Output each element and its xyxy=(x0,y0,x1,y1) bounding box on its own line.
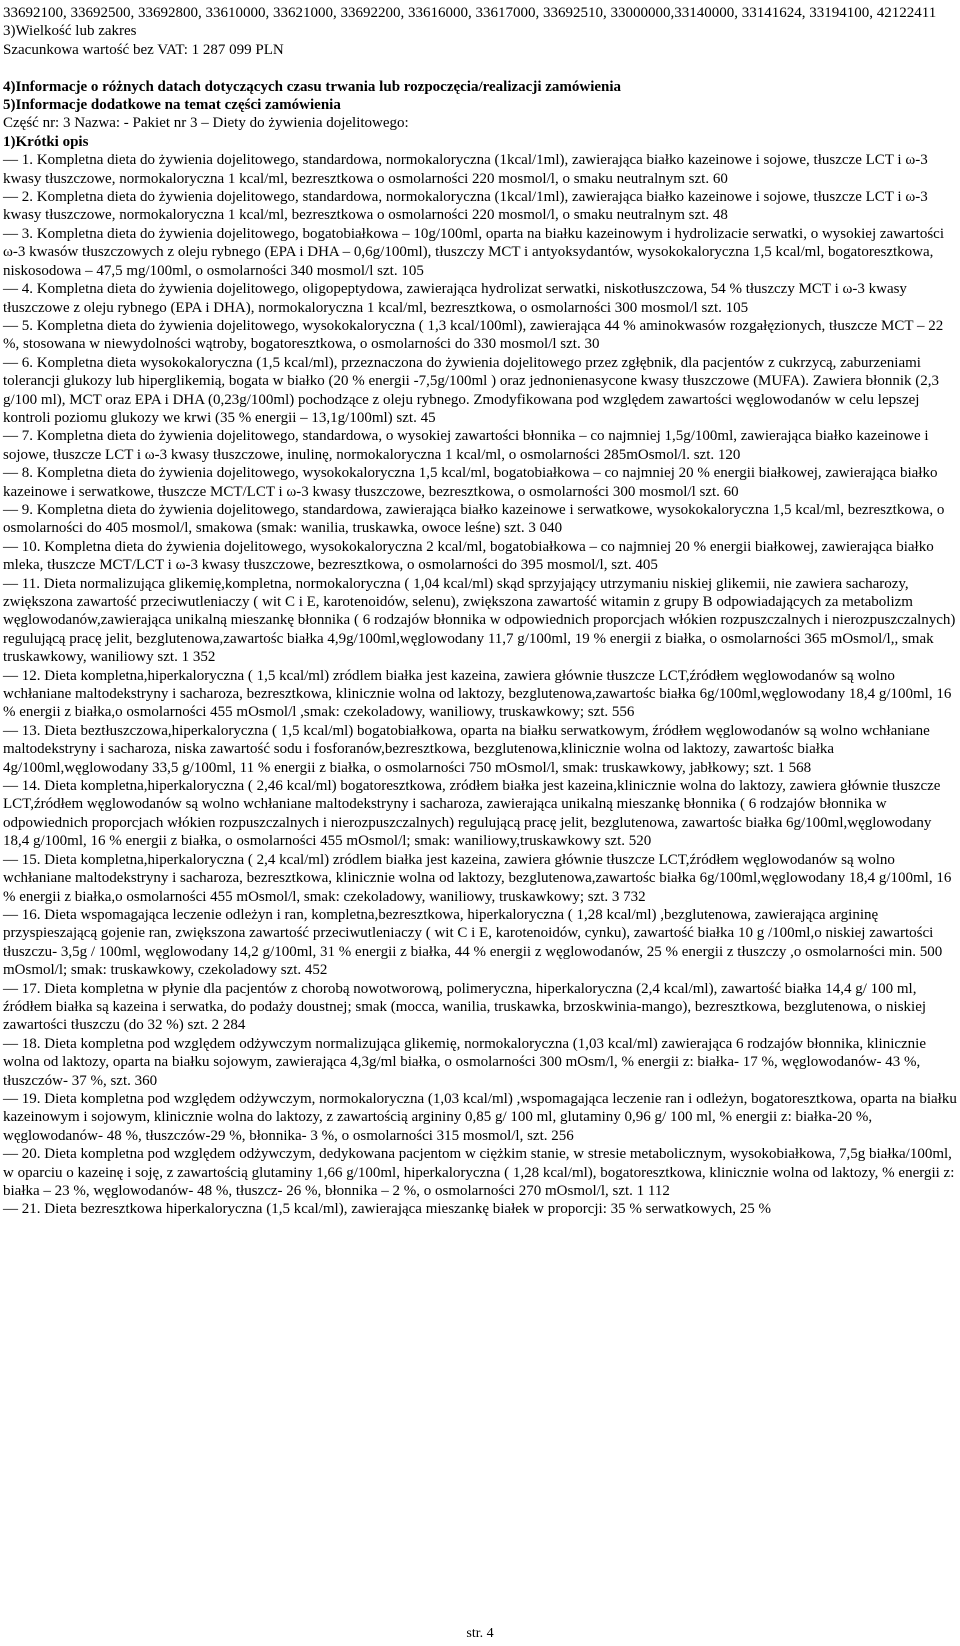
section-header-dates: 4)Informacje o różnych datach dotyczących czasu trwania lub rozpoczęcia/realizacji zamówienia xyxy=(3,78,622,95)
list-item: — 19. Dieta kompletna pod względem odżywczym, normokaloryczna (1,03 kcal/ml) ,wspomagająca leczenie ran i odleżyn, bogatoresztkowa, oparta na białku kazeinowym i sojowym, klinicznie wolna do laktozy, z zawartością argininy 0,85 g/ 100 ml, glutaminy 0,96 g/ 100 ml, % energii z: białka-20 %, węglowodanów- 48 %, tłuszczów-29 %, błonnika- 3 %, o osmolarności 315 mosmol/l, szt. 256 xyxy=(3,1090,957,1144)
list-item: — 12. Dieta kompletna,hiperkaloryczna ( 1,5 kcal/ml) zródlem białka jest kazeina, zawiera głównie tłuszcze LCT,źródłem węglowodanów są wolno wchłaniane maltodekstryny i sacharoza, bezresztkowa, klinicznie wolna od laktozy, bezglutenowa,zawartośc białka 6g/100ml,węglowodany 18,4 g/100ml, 16 % energii z białka,o osmolarności 455 mOsmol/l ,smak: czekoladowy, waniliowy, truskawkowy; szt. 556 xyxy=(3,667,952,721)
page-number: str. 4 xyxy=(466,1626,494,1641)
list-item: — 20. Dieta kompletna pod względem odżywczym, dedykowana pacjentom w ciężkim stanie, w stresie metabolicznym, wysokobiałkowa, 7,5g białka/100ml, w oparciu o kazeinę i soję, z zawartością glutaminy 1,66 g/100ml, hiperkaloryczna ( 1,28 kcal/ml), bogatoresztkowa, klinicznie wolna od laktozy, % energii z: białka – 23 %, węglowodanów- 48 %, tłuszcz- 26 %, błonnika – 2 %, o osmolarności 270 mOsmol/l, szt. 1 112 xyxy=(3,1146,955,1199)
part-line: Część nr: 3 Nazwa: - Pakiet nr 3 – Diety do żywienia dojelitowego: xyxy=(3,115,409,132)
list-item: — 21. Dieta bezresztkowa hiperkaloryczna (1,5 kcal/ml), zawierająca mieszankę białek w proporcji: 35 % serwatkowych, 25 % xyxy=(3,1201,772,1218)
blank-line xyxy=(3,59,960,77)
list-item: — 1. Kompletna dieta do żywienia dojelitowego, standardowa, normokaloryczna (1kcal/1ml), zawierająca białko kazeinowe i sojowe, tłuszcze LCT i ω-3 kwasy tłuszczowe, normokaloryczna 1 kcal/ml, bezresztkowa o osmolarności 220 mosmol/l, o smaku neutralnym szt. 60 xyxy=(3,152,928,187)
estimated-value: Szacunkowa wartość bez VAT: 1 287 099 PLN xyxy=(3,41,284,58)
list-item: — 9. Kompletna dieta do żywienia dojelitowego, standardowa, zawierająca białko kazeinowe i serwatkowe, wysokokaloryczna 1,5 kcal/ml, bezresztkowa, o osmolarności do 405 mosmol/l, smakowa (smak: wanilia, truskawka, owoce leśne) szt. 3 040 xyxy=(3,501,945,537)
list-item: — 10. Kompletna dieta do żywienia dojelitowego, wysokokaloryczna 2 kcal/ml, bogatobiałkowa – co najmniej 20 % energii białkowej, zawierająca białko mleka, tłuszcze MCT/LCT i ω-3 kwasy tłuszczowe, bezresztkowa, o osmolarności do 395 mosmol/l, szt. 405 xyxy=(3,538,934,574)
list-item: — 6. Kompletna dieta wysokokaloryczna (1,5 kcal/ml), przeznaczona do żywienia dojelitowego przez zgłębnik, dla pacjentów z cukrzycą, zaburzeniami tolerancji glukozy lub hiperglikemią, bogata w białko (20 % energii -7,5g/100ml ) oraz jednonienasycone kwasy tłuszczowe (MUFA). Zawiera błonnik (2,3 g/100 ml), MCT oraz EPA i DHA (0,23g/100ml) pochodzące z oleju rybnego. Zmodyfikowana pod względem zawartości węglowodanów w celu lepszej kontroli poziomu glukozy we krwi (35 % energii – 13,1g/100ml) szt. 45 xyxy=(3,354,939,426)
list-item: — 14. Dieta kompletna,hiperkaloryczna ( 2,46 kcal/ml) bogatoresztkowa, zródłem białka jest kazeina,klinicznie wolna do laktozy, zawiera głównie tłuszcze LCT,źródłem węglowodanów są wolno wchłaniane maltodekstryny i sacharoza, zawierająca unikalną mieszankę błonnika ( 6 rodzajów błonnika w odpowiednich proporcjach włókien rozpuszczalnych i nierozpuszczalnych) regulującą pracę jelit, bezglutenowa, zawartośc białka 6g/100ml,węglowodany 18,4 g/100ml, 16 % energii z białka, o osmolarności 455 mOsmol/l; smak: waniliowy,truskawkowy szt. 520 xyxy=(3,778,941,850)
short-description-label: 1)Krótki opis xyxy=(3,133,89,150)
list-item: — 11. Dieta normalizująca glikemię,kompletna, normokaloryczna ( 1,04 kcal/ml) skąd sprzyjający utrzymaniu niskiej glikemii, nie zawiera sacharozy, zwiększona zawartość przeciwutleniaczy ( wit C i E, karotenoidów, selenu), zwiększona zawartość witamin z grupy B odpowiadających za metabolizm węglowodanów,zawierająca unikalną mieszankę błonnika ( 6 rodzajów błonnika w odpowiednich proporcjach włókien rozpuszczalnych i nierozpuszczalnych) regulującą pracę jelit, bezglutenowa,zawartośc białka 4,9g/100ml,węglowodany 11,7 g/100ml, 19 % energii z białka, o osmolarności 365 mOsmol/l,, smak truskawkowy, waniliowy szt. 1 352 xyxy=(3,575,956,666)
list-item: — 4. Kompletna dieta do żywienia dojelitowego, oligopeptydowa, zawierająca hydrolizat serwatki, niskotłuszczowa, 54 % tłuszczy MCT i ω-3 kwasy tłuszczowe z oleju rybnego (EPA i DHA), normokaloryczna 1 kcal/ml, bezresztkowa, o osmolarności 300 mosmol/l szt. 105 xyxy=(3,281,907,316)
list-item: — 5. Kompletna dieta do żywienia dojelitowego, wysokokaloryczna ( 1,3 kcal/100ml), zawierająca 44 % aminokwasów rozgałęzionych, tłuszcze MCT – 22 %, stosowana w niewydolności wątroby, bogatoresztkowa, o osmolarności do 330 mosmol/l szt. 30 xyxy=(3,317,944,353)
list-item: — 8. Kompletna dieta do żywienia dojelitowego, wysokokaloryczna 1,5 kcal/ml, bogatobiałkowa – co najmniej 20 % energii białkowej, zawierająca białko kazeinowe i serwatkowe, tłuszcze MCT/LCT i ω-3 kwasy tłuszczowe, bezresztkowa, o osmolarności 300 mosmol/l szt. 60 xyxy=(3,465,938,500)
list-item: — 17. Dieta kompletna w płynie dla pacjentów z chorobą nowotworową, polimeryczna, hiperkaloryczna (2,4 kcal/ml), zawartość białka 14,4 g/ 100 ml, źródłem białka są kazeina i serwatka, do podaży doustnej; smak (mocca, wanilia, truskawka, brzoskwinia-mango), bezresztkowa, bezglutenowa, o niskiej zawartości tłuszczu (do 32 %) szt. 2 284 xyxy=(3,980,927,1034)
list-item: — 15. Dieta kompletna,hiperkaloryczna ( 2,4 kcal/ml) zródlem białka jest kazeina, zawiera głównie tłuszcze LCT,źródłem węglowodanów są wolno wchłaniane maltodekstryny i sacharoza, bezresztkowa, klinicznie wolna od laktozy, bezglutenowa,zawartośc białka 6g/100ml,węglowodany 18,4 g/100ml, 16 % energii z białka,o osmolarności 455 mOsmol/l, smak: czekoladowy, waniliowy, truskawkowy; szt. 3 732 xyxy=(3,851,952,905)
list-item: — 16. Dieta wspomagająca leczenie odleżyn i ran, kompletna,bezresztkowa, hiperkaloryczna ( 1,28 kcal/ml) ,bezglutenowa, zawierająca argininę przyspieszającą gojenie ran, zwiększona zawartość przeciwutleniaczy ( wit C i E, karotenoidów, cynku), zawartość białka 10 g /100ml,o niskiej zawartości tłuszczu- 3,5g / 100ml, węglowodany 14,2 g/100ml, 31 % energii z białka, 44 % energii z węglowodanów, 25 % energii z tłuszczy ,o osmolarności min. 500 mOsmol/l; smak: truskawkowy, czekoladowy szt. 452 xyxy=(3,906,943,979)
list-item: — 2. Kompletna dieta do żywienia dojelitowego, standardowa, normokaloryczna (1kcal/1ml), zawierająca białko kazeinowe i sojowe, tłuszcze LCT i ω-3 kwasy tłuszczowe, normokaloryczna 1 kcal/ml, bezresztkowa o osmolarności 220 mosmol/l, o smaku neutralnym szt. 48 xyxy=(3,189,928,224)
scope-label: 3)Wielkość lub zakres xyxy=(3,23,137,40)
list-item: — 18. Dieta kompletna pod względem odżywczym normalizująca glikemię, normokaloryczna (1,03 kcal/ml) zawierająca 6 rodzajów błonnika, klinicznie wolna od laktozy, oparta na białku sojowym, zawierająca 4,3g/ml białka, o osmolarności 300 mOsm/l, % energii z: białka- 17 %, węglowodanów- 43 %, tłuszczów- 37 %, szt. 360 xyxy=(3,1035,926,1089)
items-list xyxy=(3,151,960,1219)
list-item: — 3. Kompletna dieta do żywienia dojelitowego, bogatobiałkowa – 10g/100ml, oparta na białku kazeinowym i hydrolizacie serwatki, o wysokiej zawartości ω-3 kwasów tłuszczowych z oleju rybnego (EPA i DHA – 0,6g/100ml), tłuszczy MCT i antyoksydantów, wysokokaloryczna 1,5 kcal/ml, bogatoresztkowa, niskosodowa – 47,5 mg/100ml, o osmolarności 340 mosmol/l szt. 105 xyxy=(3,225,944,279)
cpv-codes: 33692100, 33692500, 33692800, 33610000, 33621000, 33692200, 33616000, 33617000, 33692510, 33000000,33140000, 33141624, 33194100, 42122411 xyxy=(3,5,937,21)
list-item: — 7. Kompletna dieta do żywienia dojelitowego, standardowa, o wysokiej zawartości błonnika – co najmniej 1,5g/100ml, zawierająca białko kazeinowe i sojowe, tłuszcze LCT i ω-3 kwasy tłuszczowe, inulinę, normokaloryczna 1 kcal/ml, o osmolarności 285mOsmol/l. szt. 120 xyxy=(3,428,929,463)
list-item: — 13. Dieta beztłuszczowa,hiperkaloryczna ( 1,5 kcal/ml) bogatobiałkowa, oparta na białku serwatkowym, źródłem węglowodanów są wolno wchłaniane maltodekstryny i sacharoza, niska zawartość sodu i fosforanów,bezresztkowa, bezglutenowa,klinicznie wolna od laktozy, zawartośc białka 4g/100ml,węglowodany 33,5 g/100ml, 11 % energii z białka, o osmolarności 750 mOsmol/l, smak: truskawkowy, jabłkowy; szt. 1 568 xyxy=(3,722,930,776)
section-header-additional-info: 5)Informacje dodatkowe na temat części zamówienia xyxy=(3,97,341,114)
